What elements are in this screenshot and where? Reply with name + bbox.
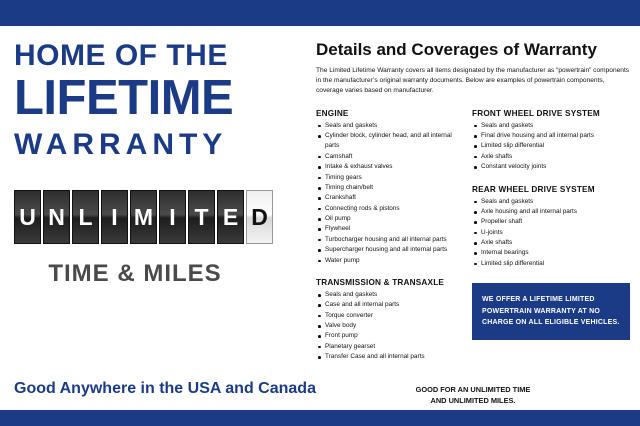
left-panel — [0, 26, 316, 410]
coverage-item: Camshaft — [316, 152, 460, 162]
coverage-item: Axle shafts — [472, 152, 630, 162]
odometer-tile: I — [101, 190, 128, 244]
footer-note — [306, 384, 640, 406]
right-panel — [306, 26, 640, 410]
time-and-miles-label: TIME & MILES — [48, 260, 222, 287]
coverage-list-fwd — [472, 121, 630, 173]
coverage-item: Crankshaft — [316, 193, 460, 203]
coverage-item: Case and all internal parts — [316, 300, 460, 310]
coverage-item: Front pump — [316, 331, 460, 341]
coverage-item: Limited slip differential — [472, 141, 630, 151]
headline-line-2: LIFETIME — [14, 70, 234, 125]
odometer-tile: N — [43, 190, 70, 244]
coverage-columns — [316, 109, 630, 363]
section-title-fwd: FRONT WHEEL DRIVE SYSTEM — [472, 108, 600, 118]
odometer-tile: U — [14, 190, 41, 244]
odometer-tile: T — [188, 190, 215, 244]
odometer-tile: M — [130, 190, 157, 244]
headline-line-3: WARRANTY — [14, 127, 228, 161]
coverage-item: Valve body — [316, 321, 460, 331]
odometer-tile: E — [217, 190, 244, 244]
coverage-item: U-joints — [472, 228, 630, 238]
coverage-item: Torque converter — [316, 311, 460, 321]
coverage-item: Seals and gaskets — [472, 121, 630, 131]
coverage-column-left — [316, 109, 460, 363]
coverage-list-transmission — [316, 290, 460, 363]
footer-line-1: GOOD FOR AN UNLIMITED TIME — [415, 384, 531, 394]
promo-callout — [472, 283, 630, 340]
coverage-item: Intake & exhaust valves — [316, 162, 460, 172]
coverage-item: Flywheel — [316, 224, 460, 234]
good-anywhere-label: Good Anywhere in the USA and Canada — [14, 380, 316, 397]
odometer-tile: L — [72, 190, 99, 244]
coverage-item: Axle shafts — [472, 238, 630, 248]
coverage-item: Final drive housing and all internal parts — [472, 131, 630, 141]
coverage-item: Internal bearings — [472, 248, 630, 258]
coverage-item: Water pump — [316, 256, 460, 266]
coverage-item: Limited slip differential — [472, 259, 630, 269]
coverage-item: Supercharger housing and all internal parts — [316, 245, 460, 255]
page-title: Details and Coverages of Warranty — [316, 40, 597, 59]
coverage-item: Oil pump — [316, 214, 460, 224]
coverage-item: Constant velocity joints — [472, 162, 630, 172]
coverage-item: Turbocharger housing and all internal parts — [316, 235, 460, 245]
coverage-item: Timing gears — [316, 173, 460, 183]
coverage-item: Timing chain/belt — [316, 183, 460, 193]
footer-line-2: AND UNLIMITED MILES. — [430, 395, 516, 405]
top-blue-bar — [0, 0, 640, 26]
coverage-item: Axle housing and all internal parts — [472, 207, 630, 217]
coverage-item: Planetary gearset — [316, 342, 460, 352]
section-title-transmission: TRANSMISSION & TRANSAXLE — [316, 277, 445, 287]
odometer-tile: I — [159, 190, 186, 244]
description-text: The Limited Lifetime Warranty covers all items designated by the manufacturer as “powertrain” components in the manufacturer’s original warranty documents. Below are examples of powertrain components, coverage varies based on manufacturer. — [316, 67, 630, 95]
section-title-engine: ENGINE — [316, 108, 349, 118]
coverage-item: Seals and gaskets — [316, 121, 460, 131]
coverage-item: Transfer Case and all internal parts — [316, 352, 460, 362]
bottom-blue-bar — [0, 410, 640, 426]
coverage-item: Seals and gaskets — [316, 290, 460, 300]
headline-line-1: HOME OF THE — [14, 39, 228, 72]
coverage-list-engine — [316, 121, 460, 266]
promo-line-3: CHARGE ON ALL ELIGIBLE VEHICLES. — [482, 319, 620, 327]
coverage-item: Connecting rods & pistons — [316, 204, 460, 214]
promo-line-2: POWERTRAIN WARRANTY AT NO — [482, 307, 601, 315]
coverage-item: Cylinder block, cylinder head, and all internal parts — [316, 131, 460, 152]
promo-line-1: WE OFFER A LIFETIME LIMITED — [482, 296, 595, 304]
coverage-list-rwd — [472, 197, 630, 270]
odometer-tile: D — [246, 190, 273, 244]
odometer-tiles — [14, 190, 286, 244]
unlimited-odometer — [14, 190, 286, 252]
section-title-rwd: REAR WHEEL DRIVE SYSTEM — [472, 184, 595, 194]
coverage-item: Propeller shaft — [472, 217, 630, 227]
coverage-column-right — [472, 109, 630, 363]
coverage-item: Seals and gaskets — [472, 197, 630, 207]
